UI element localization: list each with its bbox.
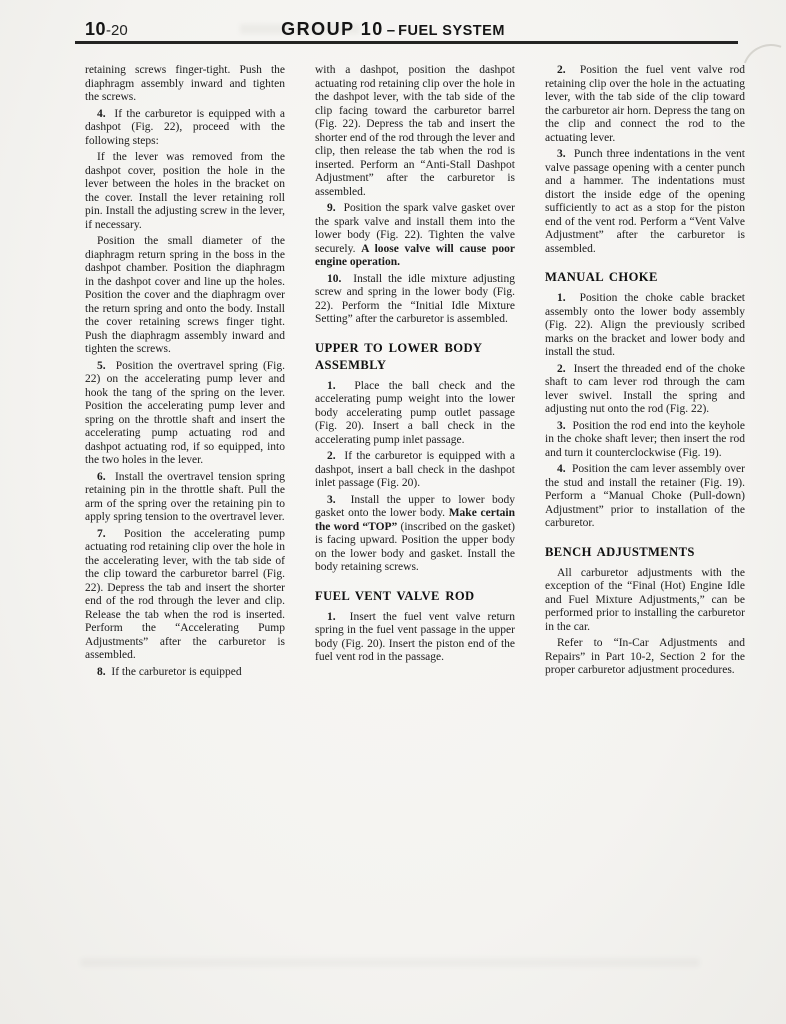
body-text: If the carburetor is equipped with a dashpot (Fig. 22), proceed with the following steps: <box>85 107 285 147</box>
body-text: retaining screws finger-tight. Push the diaphragm assembly inward and tighten the screws. <box>85 64 285 103</box>
step-number: 1. <box>327 610 336 623</box>
emphasized-text: A loose valve will cause poor engine operation. <box>315 242 515 268</box>
paragraph <box>545 637 745 678</box>
step-number: 3. <box>557 148 566 160</box>
step-number: 7. <box>97 527 106 540</box>
step-number: 5. <box>97 359 106 372</box>
numbered-step <box>545 363 745 417</box>
bleed-through-smudge-bottom <box>80 958 700 967</box>
numbered-step <box>545 463 745 531</box>
body-text: Insert the threaded end of the choke shaft to cam lever rod through the cam lever swivel. Install the spring and adjusting nut onto the rod (Fig. 22). <box>545 362 746 415</box>
page-number-major: 10 <box>85 19 107 39</box>
section-heading: MANUAL CHOKE <box>545 270 658 284</box>
body-text: with a dashpot, position the dashpot actuating rod retaining clip over the hole in the dashpot lever, with the tab side of the clip facing toward the carburetor barrel (Fig. 22). Depress the tab and insert the shorter end of the rod through the lever and clip, then release the tab when the rod is inserted. Perform an “Anti-Stall Dashpot Adjustment” after the carburetor is assembled. <box>315 64 515 198</box>
body-text: Position the spark valve gasket over the spark valve and install them into the lower body (Fig. 22). Tighten the valve securely. <box>315 202 515 255</box>
paragraph <box>85 151 285 232</box>
body-text: (inscribed on the gasket) is facing upward. Position the upper body on the lower body and gasket. Install the body retaining screws. <box>315 520 515 573</box>
step-number: 3. <box>327 493 336 506</box>
numbered-step <box>545 420 745 461</box>
body-text: Position the fuel vent valve rod retaining clip over the hole in the actuating lever, with the tab side of the clip toward the carburetor air horn. Depress the tang on the clip and connect the rod to the actuating lever. <box>545 64 745 144</box>
numbered-step <box>315 494 515 575</box>
numbered-step <box>315 450 515 491</box>
body-text: If the carburetor is equipped with a dashpot, insert a ball check in the dashpot inlet passage (Fig. 20). <box>315 450 515 489</box>
page-title <box>281 19 505 40</box>
page-title-group: GROUP 10 <box>281 19 384 39</box>
body-text: Insert the fuel vent valve return spring in the fuel vent passage in the upper body (Fig. 20). Insert the piston end of the fuel vent rod in the passage. <box>315 610 515 663</box>
text-column-2 <box>315 64 515 682</box>
text-column-3 <box>545 64 745 682</box>
numbered-step <box>85 471 285 525</box>
section-heading: BENCH ADJUSTMENTS <box>545 544 695 559</box>
numbered-step <box>545 292 745 360</box>
body-text: Install the upper to lower body gasket onto the lower body. <box>315 493 516 519</box>
body-text: Position the cam lever assembly over the stud and install the retainer (Fig. 19). Perform a “Manual Choke (Pull-down) Adjustment” prior to installation of the carburetor. <box>545 463 745 529</box>
step-number: 4. <box>557 463 566 475</box>
page-title-section: FUEL SYSTEM <box>398 23 505 39</box>
step-number: 2. <box>557 362 566 375</box>
numbered-step <box>315 273 515 327</box>
step-number: 9. <box>327 202 336 214</box>
step-number: 1. <box>557 292 566 304</box>
body-text: If the carburetor is equipped <box>111 665 242 678</box>
text-columns <box>85 64 745 682</box>
body-text: Place the ball check and the accelerating pump weight into the lower body accelerating pump outlet passage (Fig. 20). Insert a ball check in the accelerating pump inlet passage. <box>315 379 516 446</box>
body-text: Punch three indentations in the vent valve passage opening with a center punch and a hammer. The indentations must distort the inside edge of the opening sufficiently to act as a stop for the piston end of the vent rod. Perform a “Vent Valve Adjustment” after the carburetor is assembled. <box>545 148 745 255</box>
body-text: All carburetor adjustments with the exception of the “Final (Hot) Engine Idle and Fuel Mixture Adjustments,” can be performed prior to installing the carburetor in the car. <box>545 566 745 633</box>
body-text: Position the overtravel spring (Fig. 22) on the accelerating pump lever and hook the tang of the spring on the lever. Position the accelerating pump lever and spring on the throttle shaft and insert the accelerating pump actuating rod and dashpot actuating rod, if so equipped, into the two holes in the lever. <box>85 359 286 466</box>
paragraph <box>85 235 285 357</box>
step-number: 3. <box>557 419 566 432</box>
body-text: Refer to “In-Car Adjustments and Repairs” in Part 10-2, Section 2 for the proper carburetor adjustment procedures. <box>545 637 745 676</box>
body-text: Position the small diameter of the diaphragm return spring in the boss in the dashpot chamber. Position the diaphragm in the dashpot cover and line up the holes. Position the cover and the diaphragm over the return spring and onto the body. Install the cover retaining screws finger tight. Push the diaphragm assembly inward and tighten the screws. <box>85 235 285 355</box>
step-number: 6. <box>97 470 106 483</box>
step-number: 8. <box>97 665 106 678</box>
page-title-dash: – <box>386 22 396 39</box>
body-text: Position the rod end into the keyhole in the choke shaft lever; then insert the rod and turn it counterclockwise (Fig. 19). <box>545 419 745 459</box>
emphasized-text: Make certain the word “TOP” <box>315 507 515 533</box>
paragraph <box>315 64 515 199</box>
numbered-step <box>85 108 285 149</box>
step-number: 4. <box>97 107 106 120</box>
numbered-step <box>85 360 285 468</box>
numbered-step <box>85 528 285 663</box>
numbered-step <box>85 666 285 680</box>
section-heading: UPPER TO LOWER BODY ASSEMBLY <box>315 340 482 372</box>
numbered-step <box>315 611 515 665</box>
header-rule <box>75 41 738 44</box>
text-column-1 <box>85 64 285 682</box>
step-number: 1. <box>327 379 336 392</box>
step-number: 2. <box>327 450 336 462</box>
numbered-step <box>315 380 515 448</box>
body-text: Install the overtravel tension spring retaining pin in the throttle shaft. Pull the arm of the spring over the retaining pin to apply spring tension to the overtravel lever. <box>85 470 285 523</box>
paragraph <box>545 567 745 635</box>
body-text: If the lever was removed from the dashpot cover, position the hole in the lever between the holes in the bracket on the cover. Install the lever retaining roll pin. Install the adjusting screw in the lever, if necessary. <box>85 151 285 231</box>
page-number-minor: -20 <box>106 22 128 39</box>
step-number: 2. <box>557 64 566 76</box>
body-text: Position the choke cable bracket assembly onto the lower body assembly (Fig. 22). Align the previously scribed marks on the bracket and lower body and install the stud. <box>545 292 746 358</box>
page-number <box>85 19 128 40</box>
body-text: Position the accelerating pump actuating rod retaining clip over the hole in the accelerating lever, with the tab side of the clip toward the carburetor barrel (Fig. 22). Depress the tab and insert the shorter end of the rod through the lever and clip. Release the tab when the rod is inserted. Perform the “Accelerating Pump Adjustments” after the carburetor is assembled. <box>85 527 286 661</box>
section-heading: FUEL VENT VALVE ROD <box>315 588 475 603</box>
numbered-step <box>545 148 745 256</box>
paragraph <box>85 64 285 105</box>
numbered-step <box>545 64 745 145</box>
numbered-step <box>315 202 515 270</box>
body-text: Install the idle mixture adjusting screw and spring in the lower body (Fig. 22). Perform the “Initial Idle Mixture Setting” after the carburetor is assembled. <box>315 272 515 325</box>
step-number: 10. <box>327 272 342 285</box>
